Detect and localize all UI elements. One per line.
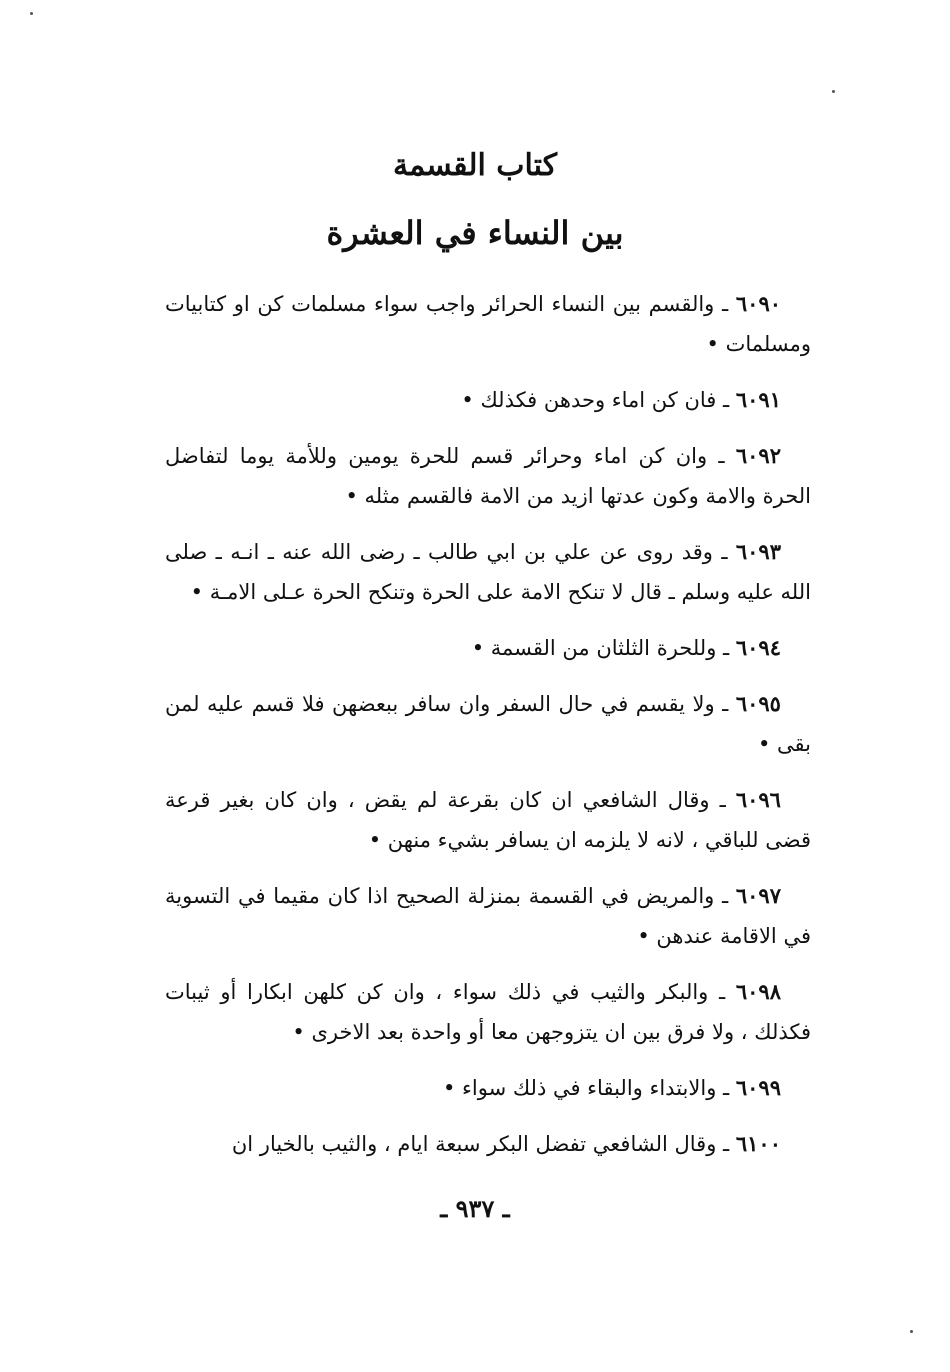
dash-separator: ـ <box>719 788 726 812</box>
paragraph-number: ٦٠٩٦ <box>735 787 781 812</box>
paragraph-text: فان كن اماء وحدهن فكذلك • <box>461 388 717 412</box>
paragraph-number: ٦٠٩٥ <box>735 691 781 716</box>
paragraph-6095 <box>165 684 811 764</box>
paragraph-text: ولا يقسم في حال السفر وان سافر ببعضهن فلا قسم عليه لمن بقى • <box>165 692 811 756</box>
paragraph-number: ٦٠٩٢ <box>735 443 781 468</box>
dash-separator: ـ <box>722 692 729 716</box>
dash-separator: ـ <box>722 884 729 908</box>
chapter-subtitle: بين النساء في العشرة <box>326 214 624 252</box>
paragraph-6092 <box>165 436 811 516</box>
paragraph-text: والابتداء والبقاء في ذلك سواء • <box>442 1076 717 1100</box>
scan-speck <box>30 12 33 15</box>
paragraph-text: والقسم بين النساء الحرائر واجب سواء مسلمات كن او كتابيات ومسلمات • <box>165 292 811 356</box>
paragraph-6094 <box>165 628 811 668</box>
paragraph-number: ٦٠٩٨ <box>735 979 781 1004</box>
paragraph-number: ٦٠٩١ <box>735 387 781 412</box>
paragraph-6097 <box>165 876 811 956</box>
dash-separator: ـ <box>723 1076 730 1100</box>
dash-separator: ـ <box>723 1132 730 1156</box>
page-number: ـ ٩٣٧ ـ <box>440 1194 510 1223</box>
paragraph-number: ٦٠٩٣ <box>735 539 781 564</box>
paragraph-6098 <box>165 972 811 1052</box>
paragraph-text: وللحرة الثلثان من القسمة • <box>471 636 717 660</box>
paragraph-text: والمريض في القسمة بمنزلة الصحيح اذا كان مقيما في التسوية في الاقامة عندهن • <box>165 884 811 948</box>
paragraph-6096 <box>165 780 811 860</box>
paragraph-6099 <box>165 1068 811 1108</box>
dash-separator: ـ <box>721 540 728 564</box>
document-body <box>165 284 811 1180</box>
paragraph-6100 <box>165 1124 811 1164</box>
dash-separator: ـ <box>723 636 730 660</box>
paragraph-text: وقد روى عن علي بن ابي طالب ـ رضى الله عنه ـ انـه ـ صلى الله عليه وسلم ـ قال لا تنكح الامة على الحرة وتنكح الحرة عـلى الامـة • <box>165 540 811 604</box>
dash-separator: ـ <box>723 388 730 412</box>
paragraph-6090 <box>165 284 811 364</box>
paragraph-number: ٦١٠٠ <box>735 1131 781 1156</box>
paragraph-number: ٦٠٩٧ <box>735 883 781 908</box>
paragraph-text: والبكر والثيب في ذلك سواء ، وان كن كلهن ابكارا أو ثيبات فكذلك ، ولا فرق بين ان يتزوجهن معا أو واحدة بعد الاخرى • <box>165 980 811 1044</box>
dash-separator: ـ <box>718 444 725 468</box>
paragraph-number: ٦٠٩٤ <box>735 635 781 660</box>
paragraph-number: ٦٠٩٠ <box>735 291 782 316</box>
scan-speck <box>832 90 835 93</box>
paragraph-number: ٦٠٩٩ <box>735 1075 781 1100</box>
paragraph-text: وان كن اماء وحرائر قسم للحرة يومين وللأمة يوما لتفاضل الحرة والامة وكون عدتها ازيد من الامة فالقسم مثله • <box>165 444 811 508</box>
scan-speck <box>910 1330 913 1333</box>
paragraph-text: وقال الشافعي ان كان بقرعة لم يقض ، وان كان بغير قرعة قضى للباقي ، لانه لا يلزمه ان يسافر بشيء منهن • <box>165 788 811 852</box>
dash-separator: ـ <box>719 980 726 1004</box>
dash-separator: ـ <box>722 292 729 316</box>
chapter-title: كتاب القسمة <box>392 148 557 183</box>
paragraph-text: وقال الشافعي تفضل البكر سبعة ايام ، والثيب بالخيار ان <box>231 1132 717 1156</box>
paragraph-6093 <box>165 532 811 612</box>
paragraph-6091 <box>165 380 811 420</box>
